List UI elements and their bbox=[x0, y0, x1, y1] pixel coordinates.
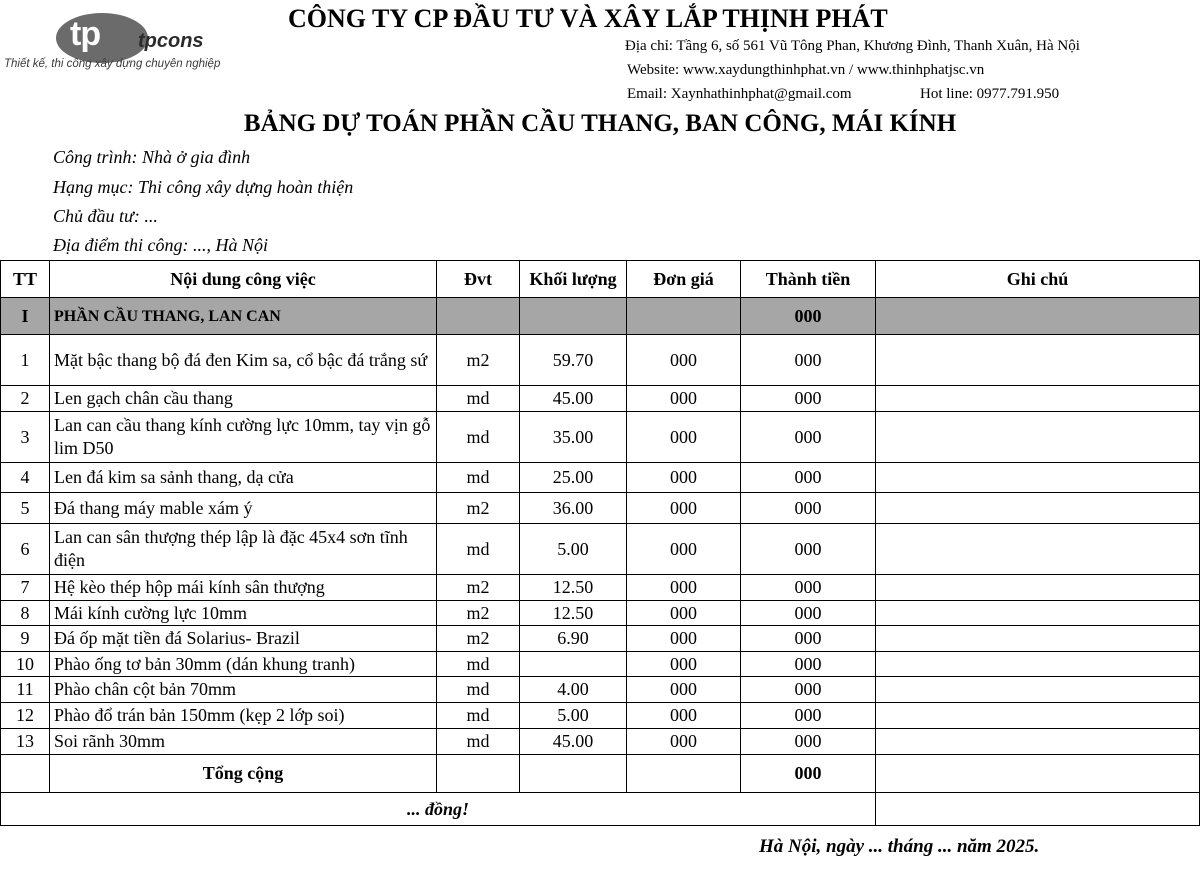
row-unit-price: 000 bbox=[627, 524, 741, 575]
row-unit: m2 bbox=[437, 601, 520, 626]
row-unit-price: 000 bbox=[627, 677, 741, 703]
row-amount: 000 bbox=[741, 575, 876, 601]
header-unit: Đvt bbox=[437, 261, 520, 298]
logo-brand-name: tpcons bbox=[138, 30, 204, 52]
section-unit bbox=[437, 298, 520, 335]
row-unit: md bbox=[437, 729, 520, 755]
row-note bbox=[876, 386, 1200, 412]
header-description: Nội dung công việc bbox=[50, 261, 437, 298]
section-row bbox=[1, 298, 1200, 335]
row-description: Mặt bậc thang bộ đá đen Kim sa, cổ bậc đá trắng sứ bbox=[50, 335, 437, 386]
row-amount: 000 bbox=[741, 626, 876, 652]
row-description: Phào ống tơ bản 30mm (dán khung tranh) bbox=[50, 652, 437, 677]
row-note bbox=[876, 677, 1200, 703]
row-description: Đá thang máy mable xám ý bbox=[50, 493, 437, 524]
row-tt: 4 bbox=[1, 463, 50, 493]
row-unit: md bbox=[437, 386, 520, 412]
table-row bbox=[1, 601, 1200, 626]
row-quantity: 25.00 bbox=[520, 463, 627, 493]
row-tt: 9 bbox=[1, 626, 50, 652]
project-name: Công trình: Nhà ở gia đình bbox=[53, 147, 251, 167]
section-title: PHẦN CẦU THANG, LAN CAN bbox=[50, 298, 437, 335]
table-row bbox=[1, 575, 1200, 601]
amount-in-words-row bbox=[1, 793, 1200, 826]
table-row bbox=[1, 386, 1200, 412]
row-unit-price: 000 bbox=[627, 601, 741, 626]
table-row bbox=[1, 524, 1200, 575]
row-quantity: 6.90 bbox=[520, 626, 627, 652]
row-description: Phào đổ trán bản 150mm (kẹp 2 lớp soi) bbox=[50, 703, 437, 729]
table-row bbox=[1, 463, 1200, 493]
row-amount: 000 bbox=[741, 729, 876, 755]
total-note bbox=[876, 755, 1200, 793]
document-title: BẢNG DỰ TOÁN PHẦN CẦU THANG, BAN CÔNG, MÁI KÍNH bbox=[243, 110, 957, 137]
amount-in-words: ... đồng! bbox=[1, 793, 876, 826]
company-name: CÔNG TY CP ĐẦU TƯ VÀ XÂY LẮP THỊNH PHÁT bbox=[288, 4, 888, 33]
row-description: Mái kính cường lực 10mm bbox=[50, 601, 437, 626]
row-unit: md bbox=[437, 524, 520, 575]
row-tt: 3 bbox=[1, 412, 50, 463]
total-amount: 000 bbox=[741, 755, 876, 793]
section-amount: 000 bbox=[741, 298, 876, 335]
header-note: Ghi chú bbox=[876, 261, 1200, 298]
total-unit bbox=[437, 755, 520, 793]
row-quantity: 45.00 bbox=[520, 729, 627, 755]
company-hotline: Hot line: 0977.791.950 bbox=[920, 86, 1060, 102]
header-unit-price: Đơn giá bbox=[627, 261, 741, 298]
row-quantity bbox=[520, 652, 627, 677]
row-quantity: 35.00 bbox=[520, 412, 627, 463]
table-row bbox=[1, 626, 1200, 652]
table-row bbox=[1, 412, 1200, 463]
company-website: Website: www.xaydungthinhphat.vn / www.thinhphatjsc.vn bbox=[627, 62, 985, 78]
date-line: Hà Nội, ngày ... tháng ... năm 2025. bbox=[759, 836, 1040, 857]
row-tt: 7 bbox=[1, 575, 50, 601]
row-quantity: 12.50 bbox=[520, 575, 627, 601]
row-description: Đá ốp mặt tiền đá Solarius- Brazil bbox=[50, 626, 437, 652]
company-email: Email: Xaynhathinhphat@gmail.com bbox=[627, 86, 852, 102]
logo-mark-text: tp bbox=[70, 15, 101, 53]
row-description: Soi rãnh 30mm bbox=[50, 729, 437, 755]
total-row bbox=[1, 755, 1200, 793]
row-description: Lan can sân thượng thép lập là đặc 45x4 sơn tĩnh điện bbox=[50, 524, 437, 575]
row-amount: 000 bbox=[741, 412, 876, 463]
row-amount: 000 bbox=[741, 386, 876, 412]
table-row bbox=[1, 677, 1200, 703]
row-note bbox=[876, 575, 1200, 601]
row-quantity: 4.00 bbox=[520, 677, 627, 703]
amount-in-words-note bbox=[876, 793, 1200, 826]
row-quantity: 59.70 bbox=[520, 335, 627, 386]
row-unit-price: 000 bbox=[627, 412, 741, 463]
header-tt: TT bbox=[1, 261, 50, 298]
row-unit: md bbox=[437, 463, 520, 493]
row-unit-price: 000 bbox=[627, 703, 741, 729]
row-description: Hệ kèo thép hộp mái kính sân thượng bbox=[50, 575, 437, 601]
row-description: Len gạch chân cầu thang bbox=[50, 386, 437, 412]
section-note bbox=[876, 298, 1200, 335]
company-logo bbox=[4, 8, 254, 76]
estimate-table bbox=[0, 260, 1200, 826]
table-row bbox=[1, 493, 1200, 524]
total-tt bbox=[1, 755, 50, 793]
table-header-row bbox=[1, 261, 1200, 298]
row-tt: 12 bbox=[1, 703, 50, 729]
row-unit-price: 000 bbox=[627, 575, 741, 601]
row-unit-price: 000 bbox=[627, 493, 741, 524]
row-description: Len đá kim sa sảnh thang, dạ cửa bbox=[50, 463, 437, 493]
row-note bbox=[876, 703, 1200, 729]
table-row bbox=[1, 703, 1200, 729]
logo-tagline: Thiết kế, thi công xây dựng chuyên nghiệp bbox=[4, 58, 221, 70]
project-category: Hạng mục: Thi công xây dựng hoàn thiện bbox=[53, 177, 354, 197]
row-unit: md bbox=[437, 652, 520, 677]
project-location: Địa điểm thi công: ..., Hà Nội bbox=[53, 235, 268, 255]
row-unit: md bbox=[437, 412, 520, 463]
row-amount: 000 bbox=[741, 463, 876, 493]
row-unit-price: 000 bbox=[627, 729, 741, 755]
section-number: I bbox=[1, 298, 50, 335]
total-price bbox=[627, 755, 741, 793]
row-unit: m2 bbox=[437, 335, 520, 386]
row-quantity: 45.00 bbox=[520, 386, 627, 412]
row-unit-price: 000 bbox=[627, 626, 741, 652]
row-quantity: 12.50 bbox=[520, 601, 627, 626]
row-unit: md bbox=[437, 703, 520, 729]
row-quantity: 5.00 bbox=[520, 703, 627, 729]
row-description: Lan can cầu thang kính cường lực 10mm, tay vịn gỗ lim D50 bbox=[50, 412, 437, 463]
row-quantity: 36.00 bbox=[520, 493, 627, 524]
row-tt: 2 bbox=[1, 386, 50, 412]
row-unit: m2 bbox=[437, 575, 520, 601]
row-description: Phào chân cột bản 70mm bbox=[50, 677, 437, 703]
row-amount: 000 bbox=[741, 524, 876, 575]
row-unit: m2 bbox=[437, 626, 520, 652]
row-unit-price: 000 bbox=[627, 652, 741, 677]
row-note bbox=[876, 729, 1200, 755]
row-amount: 000 bbox=[741, 703, 876, 729]
total-quantity bbox=[520, 755, 627, 793]
header-quantity: Khối lượng bbox=[520, 261, 627, 298]
row-unit-price: 000 bbox=[627, 386, 741, 412]
row-note bbox=[876, 463, 1200, 493]
row-note bbox=[876, 524, 1200, 575]
row-unit: m2 bbox=[437, 493, 520, 524]
table-row bbox=[1, 652, 1200, 677]
row-tt: 6 bbox=[1, 524, 50, 575]
row-note bbox=[876, 652, 1200, 677]
row-unit: md bbox=[437, 677, 520, 703]
row-unit-price: 000 bbox=[627, 463, 741, 493]
header-amount: Thành tiền bbox=[741, 261, 876, 298]
row-amount: 000 bbox=[741, 493, 876, 524]
row-tt: 1 bbox=[1, 335, 50, 386]
table-row bbox=[1, 335, 1200, 386]
row-tt: 8 bbox=[1, 601, 50, 626]
row-amount: 000 bbox=[741, 652, 876, 677]
row-note bbox=[876, 335, 1200, 386]
row-tt: 10 bbox=[1, 652, 50, 677]
table-row bbox=[1, 729, 1200, 755]
row-unit-price: 000 bbox=[627, 335, 741, 386]
row-amount: 000 bbox=[741, 677, 876, 703]
row-amount: 000 bbox=[741, 601, 876, 626]
row-amount: 000 bbox=[741, 335, 876, 386]
total-label: Tổng cộng bbox=[50, 755, 437, 793]
section-price bbox=[627, 298, 741, 335]
row-tt: 5 bbox=[1, 493, 50, 524]
company-address: Địa chỉ: Tầng 6, số 561 Vũ Tông Phan, Khương Đình, Thanh Xuân, Hà Nội bbox=[625, 38, 1080, 54]
section-quantity bbox=[520, 298, 627, 335]
row-note bbox=[876, 601, 1200, 626]
row-note bbox=[876, 626, 1200, 652]
row-quantity: 5.00 bbox=[520, 524, 627, 575]
row-note bbox=[876, 412, 1200, 463]
row-tt: 11 bbox=[1, 677, 50, 703]
row-note bbox=[876, 493, 1200, 524]
row-tt: 13 bbox=[1, 729, 50, 755]
project-investor: Chủ đầu tư: ... bbox=[53, 206, 158, 226]
